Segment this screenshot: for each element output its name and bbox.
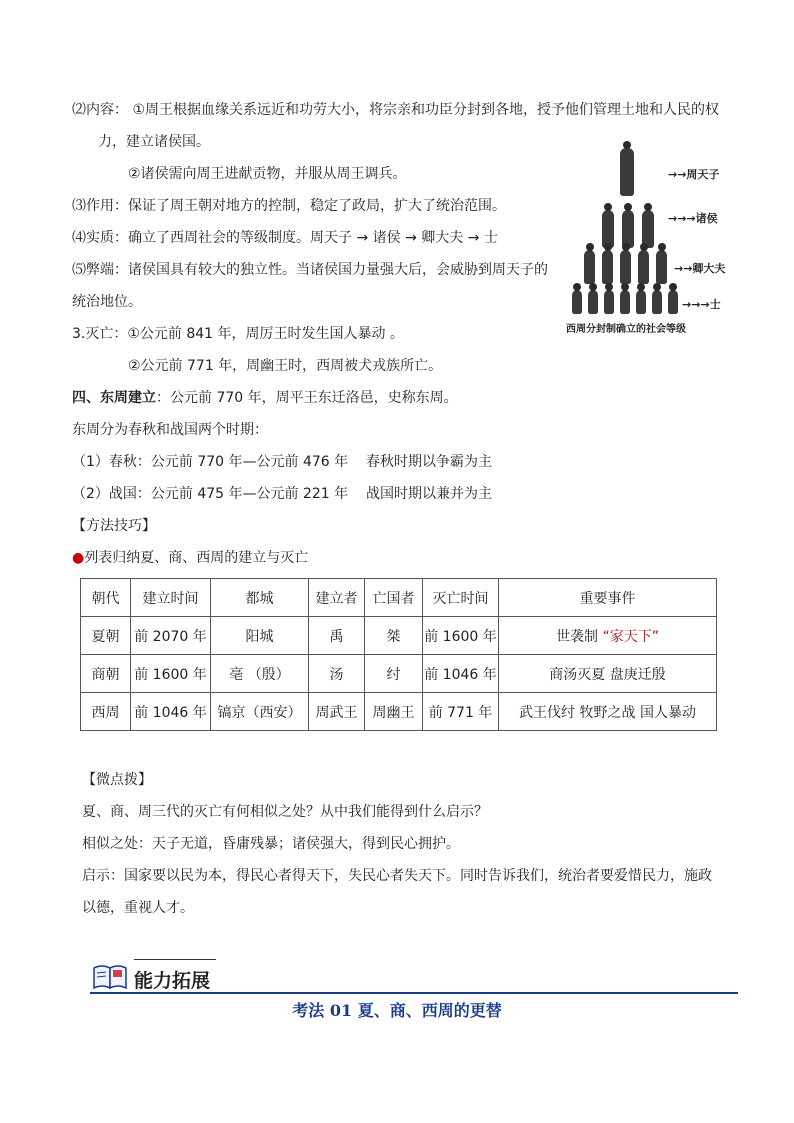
table-row (81, 693, 717, 731)
table-cell: 商朝 (81, 655, 131, 693)
content-line: 战国时期以兼并为主 (366, 486, 492, 502)
content-line: ⑸弊端：诸侯国具有较大的独立性。当诸侯国力量强大后，会威胁到周天子的 (72, 262, 548, 278)
table-header-cell: 都城 (211, 579, 309, 617)
tip-insight: 以德，重视人才。 (82, 900, 194, 916)
tip-insight: 启示：国家要以民为本，得民心者得天下，失民心者失天下。同时告诉我们，统治者要爱惜民力，施政 (82, 868, 712, 884)
content-line: ②诸侯需向周王进献贡物，并服从周王调兵。 (128, 166, 407, 182)
table-cell: 西周 (81, 693, 131, 731)
person-figure (620, 290, 630, 314)
content-line: （2）战国：公元前 475 年—公元前 221 年 (72, 486, 349, 502)
person-figure (620, 148, 634, 196)
content-line: 3.灭亡：①公元前 841 年，周厉王时发生国人暴动 。 (72, 326, 404, 342)
content-line: ⑵内容： ①周王根据血缘关系远近和功劳大小，将宗亲和功臣分封到各地，授予他们管理土地和人民的权 (72, 102, 719, 118)
tip-question: 夏、商、周三代的灭亡有何相似之处？从中我们能得到什么启示？ (82, 804, 488, 820)
hierarchy-label: →→→士 (682, 298, 721, 311)
person-figure (668, 290, 678, 314)
book-icon (92, 962, 128, 990)
content-line: ⑷实质：确立了西周社会的等级制度。周天子 → 诸侯 → 卿大夫 → 士 (72, 230, 498, 246)
table-cell: 亳 （殷） (211, 655, 309, 693)
table-row (81, 617, 717, 655)
table-cell: 阳城 (211, 617, 309, 655)
method-item-text: 列表归纳夏、商、西周的建立与灭亡 (84, 550, 309, 566)
table-cell: 前 1600 年 (131, 655, 211, 693)
person-figure (584, 250, 595, 284)
table-cell: 前 1600 年 (423, 617, 499, 655)
person-figure (620, 250, 631, 284)
content-text: ：公元前 770 年，周平王东迁洛邑，史称东周。 (156, 390, 458, 406)
table-header-cell: 建立者 (309, 579, 365, 617)
section-title: 能力拓展 (134, 970, 211, 992)
table-header-cell: 亡国者 (365, 579, 423, 617)
content-line: （1）春秋：公元前 770 年—公元前 476 年 (72, 454, 349, 470)
table-header-cell: 建立时间 (131, 579, 211, 617)
table-cell: 禹 (309, 617, 365, 655)
table-cell: 桀 (365, 617, 423, 655)
content-line: 东周分为春秋和战国两个时期： (72, 422, 268, 438)
tip-heading: 【微点拨】 (82, 772, 152, 788)
tip-similar: 相似之处：天子无道，昏庸残暴；诸侯强大，得到民心拥护。 (82, 836, 460, 852)
hierarchy-label: →→→诸侯 (668, 212, 718, 225)
table-cell: 周幽王 (365, 693, 423, 731)
person-figure (572, 290, 582, 314)
highlight-text: “家天下” (602, 628, 659, 645)
content-line (72, 388, 458, 408)
content-line: 春秋时期以争霸为主 (366, 454, 492, 470)
person-figure (602, 250, 613, 284)
hierarchy-figure (562, 138, 732, 338)
person-figure (588, 290, 598, 314)
table-header-cell: 朝代 (81, 579, 131, 617)
table-header-cell: 灭亡时间 (423, 579, 499, 617)
table-cell: 前 1046 年 (423, 655, 499, 693)
person-figure (656, 250, 667, 284)
dynasty-table (80, 578, 717, 731)
table-cell: 前 1046 年 (131, 693, 211, 731)
table-header-row (81, 579, 717, 617)
content-line: 统治地位。 (72, 294, 142, 310)
hierarchy-label: →→周天子 (668, 168, 720, 181)
heading-text: 四、东周建立 (72, 390, 156, 406)
person-figure (636, 290, 646, 314)
table-cell: 世袭制 “家天下” (499, 617, 717, 655)
table-cell: 镐京（西安） (211, 693, 309, 731)
person-figure (652, 290, 662, 314)
content-line: ②公元前 771 年，周幽王时，西周被犬戎族所亡。 (128, 358, 443, 374)
hierarchy-label: →→卿大夫 (674, 262, 726, 275)
figure-caption: 西周分封制确立的社会等级 (566, 324, 686, 335)
table-cell: 武王伐纣 牧野之战 国人暴动 (499, 693, 717, 731)
content-line: ⑶作用：保证了周王朝对地方的控制，稳定了政局，扩大了统治范围。 (72, 198, 506, 214)
method-heading: 【方法技巧】 (72, 518, 156, 534)
table-row (81, 655, 717, 693)
bullet-icon: ● (72, 550, 85, 566)
content-line: 力，建立诸侯国。 (98, 134, 210, 150)
table-cell: 汤 (309, 655, 365, 693)
person-figure (604, 290, 614, 314)
table-cell: 纣 (365, 655, 423, 693)
table-cell: 周武王 (309, 693, 365, 731)
method-item (72, 548, 308, 568)
table-cell: 前 771 年 (423, 693, 499, 731)
exam-title: 考法 01 夏、商、西周的更替 (292, 1001, 502, 1020)
divider (90, 992, 738, 994)
divider (134, 959, 216, 960)
person-figure (638, 250, 649, 284)
table-cell: 前 2070 年 (131, 617, 211, 655)
table-cell: 夏朝 (81, 617, 131, 655)
table-cell: 商汤灭夏 盘庚迁殷 (499, 655, 717, 693)
table-header-cell: 重要事件 (499, 579, 717, 617)
